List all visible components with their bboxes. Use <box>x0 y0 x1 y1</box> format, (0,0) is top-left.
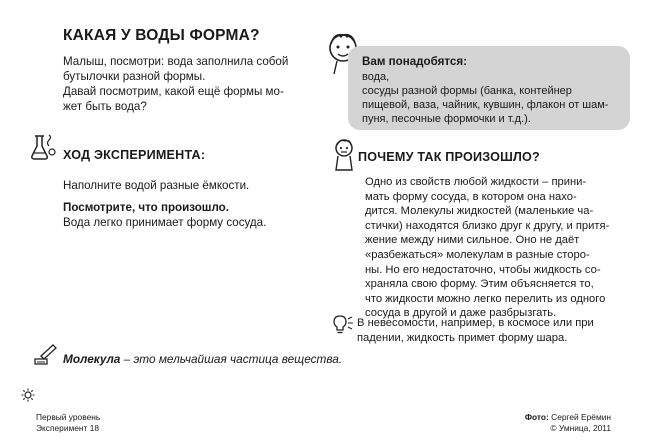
lightbulb-icon <box>331 313 355 335</box>
space-line: В невесомости, например, в космосе или при <box>357 317 594 329</box>
result-text: Вода легко принимает форму сосуда. <box>63 216 267 229</box>
why-line: Одно из свойств любой жидкости – прини- <box>365 176 587 188</box>
footer-credits <box>525 412 611 433</box>
experiment-instruction: Наполните водой разные ёмкости. <box>63 179 250 192</box>
pencil-note-icon <box>33 343 59 365</box>
copyright: © Умница, 2011 <box>550 422 611 433</box>
why-line: стички) находятся близко друг к другу, и притя- <box>365 219 610 232</box>
intro-line: Малыш, посмотри: вода заполнила собой <box>63 55 289 68</box>
why-line: мать форму сосуда, в котором она нахо- <box>365 190 577 203</box>
result-heading: Посмотрите, что произошло. <box>63 201 229 214</box>
materials-line: пищевой, ваза, чайник, кувшин, флакон от шам- <box>362 99 609 111</box>
intro-line: Давай посмотрим, какой ещё формы мо- <box>63 85 284 98</box>
why-line: сосуда в другой и даже разбрызгать. <box>365 307 557 320</box>
materials-line: пуня, песочные формочки и т.д.). <box>362 113 531 125</box>
footer-level-info <box>36 412 100 433</box>
space-line: падении, жидкость примет форму шара. <box>357 331 568 344</box>
why-line: что жидкости можно легко перелить из одного <box>365 292 606 305</box>
experiment-result <box>63 200 333 230</box>
level-label: Первый уровень <box>36 412 101 422</box>
photo-author: Сергей Ерёмин <box>548 412 611 422</box>
why-line: храняла свою форму. Этим объясняется то, <box>365 278 594 291</box>
experiment-number: Эксперимент 18 <box>36 422 100 433</box>
molecule-definition <box>63 352 342 366</box>
flask-icon <box>31 132 57 160</box>
why-line: ны. Но его недостаточно, чтобы жидкость со- <box>365 263 601 276</box>
experiment-heading: ХОД ЭКСПЕРИМЕНТА: <box>63 148 206 162</box>
why-explanation <box>365 175 627 321</box>
zero-gravity-note <box>357 316 629 345</box>
molecule-definition-text: – это мельчайшая частица вещества. <box>120 352 343 366</box>
sun-logo-icon <box>21 388 35 402</box>
why-line: дится. Молекулы жидкостей (маленькие ча- <box>365 205 594 218</box>
intro-line: бутылочки разной формы. <box>63 70 206 83</box>
photo-label: Фото: <box>524 412 549 422</box>
page-title: КАКАЯ У ВОДЫ ФОРМА? <box>63 27 260 44</box>
materials-title: Вам понадобятся: <box>362 55 467 68</box>
intro-line: жет быть вода? <box>63 100 147 113</box>
thinking-child-icon <box>332 138 356 172</box>
intro-paragraph <box>63 54 328 114</box>
materials-line: вода, <box>362 71 390 83</box>
why-line: жение между ними сильное. Оно не даёт <box>365 234 580 247</box>
why-line: «разбежаться» молекулам в разные сторо- <box>365 248 590 261</box>
materials-line: сосуды разной формы (банка, контейнер <box>362 85 572 97</box>
photo-credit <box>525 412 611 423</box>
why-heading: ПОЧЕМУ ТАК ПРОИЗОШЛО? <box>358 150 540 164</box>
molecule-term: Молекула <box>63 352 121 366</box>
materials-box <box>348 46 630 130</box>
